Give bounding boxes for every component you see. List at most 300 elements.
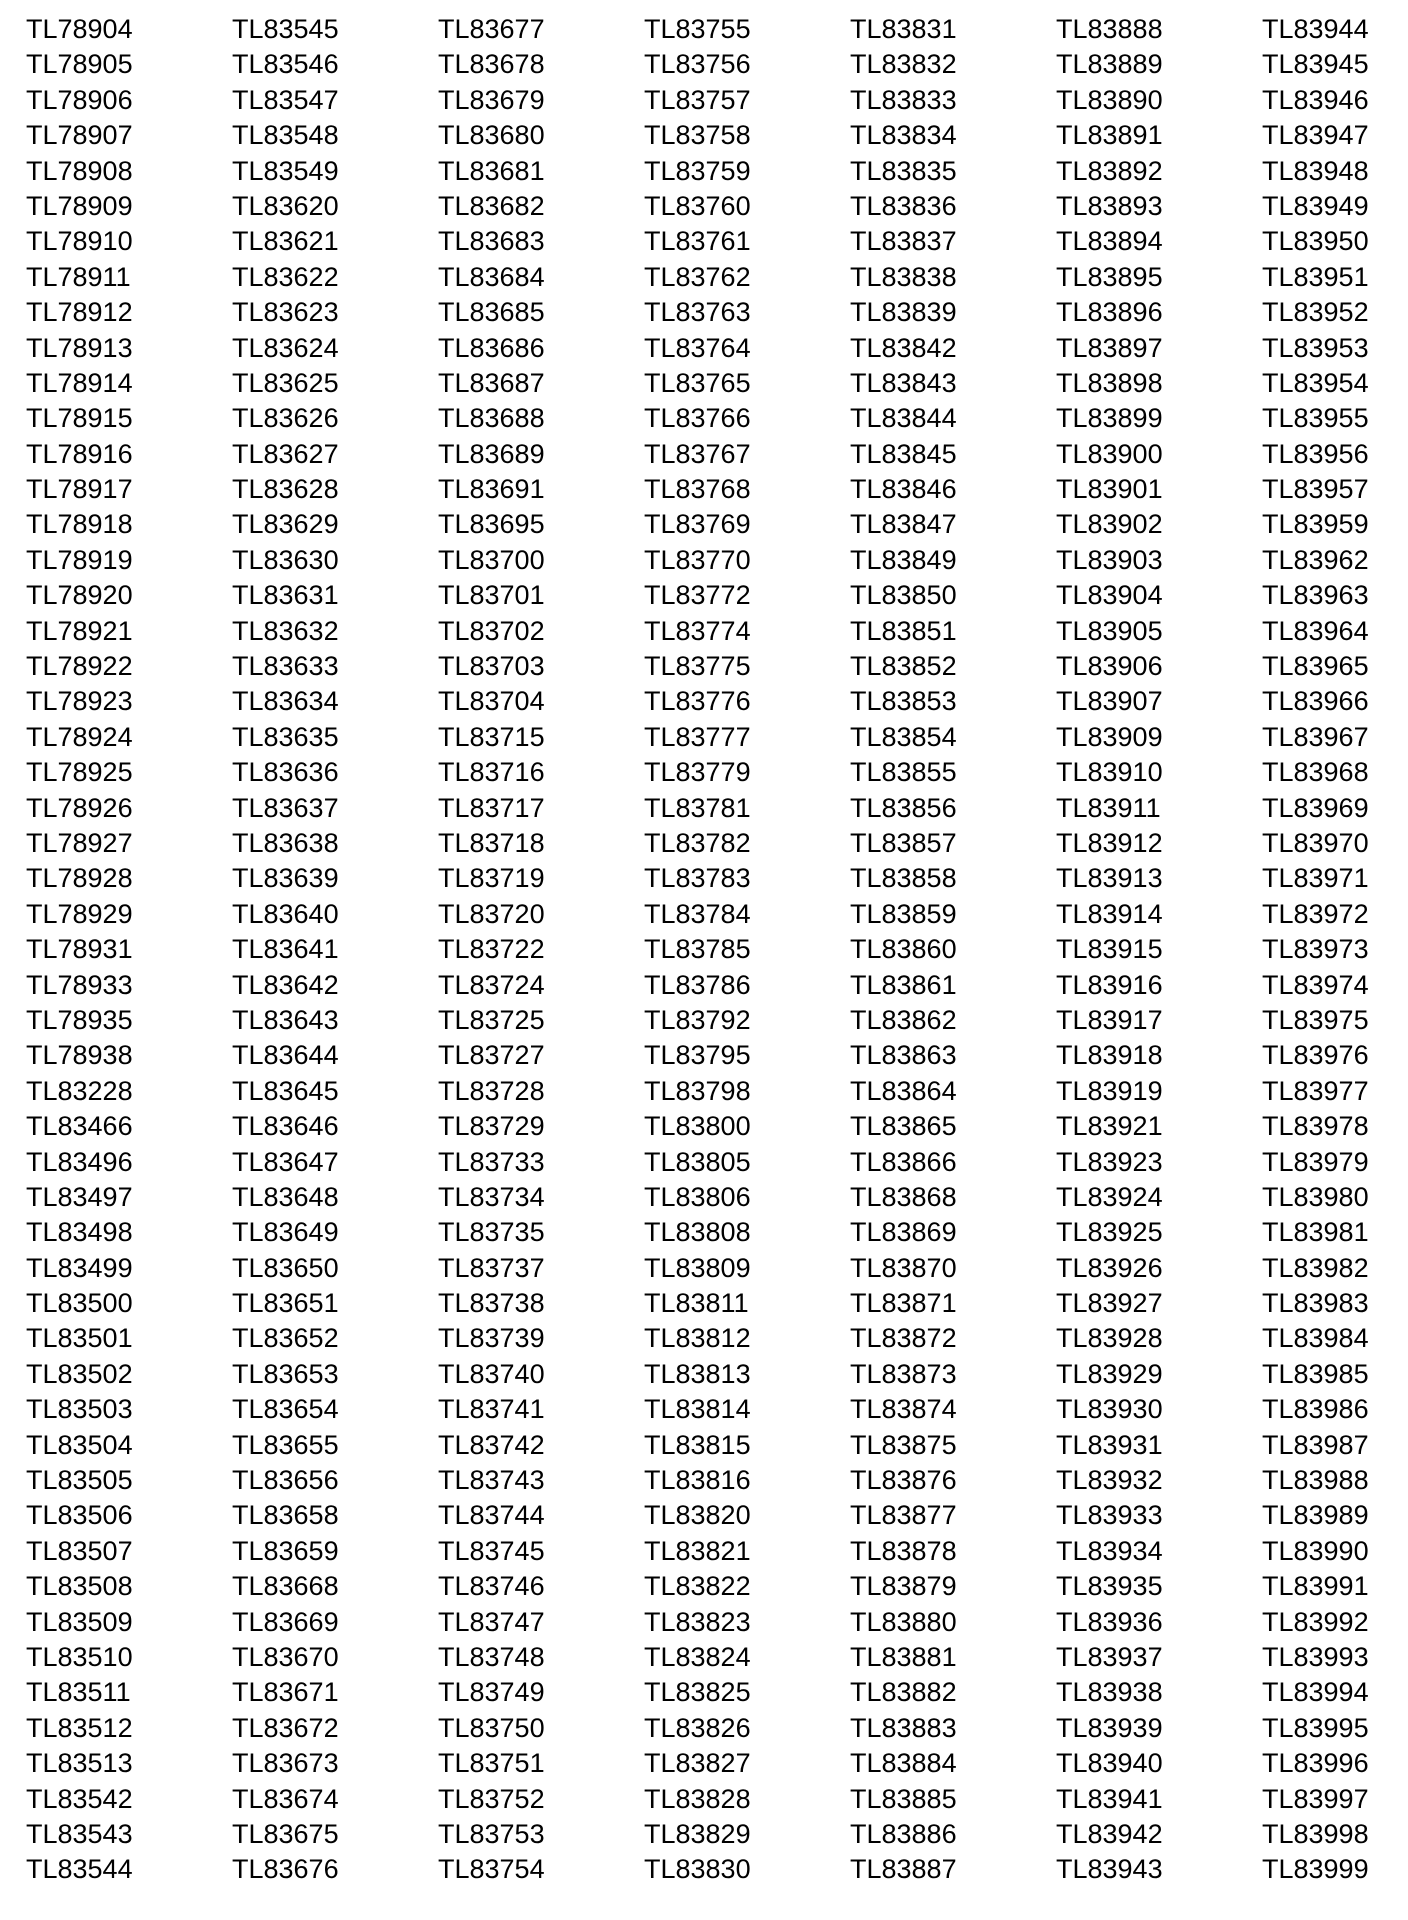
code-cell: TL83865 [850,1111,957,1142]
code-cell: TL83843 [850,367,957,398]
code-cell: TL78931 [26,934,133,965]
code-cell: TL83989 [1262,1500,1369,1531]
code-cell: TL83632 [232,615,339,646]
code-cell: TL83880 [850,1606,957,1637]
code-cell: TL83466 [26,1111,133,1142]
code-cell: TL83766 [644,403,751,434]
code-cell: TL83847 [850,509,957,540]
code-cell: TL83981 [1262,1217,1369,1248]
code-cell: TL83954 [1262,367,1369,398]
code-cell: TL83768 [644,474,751,505]
code-cell: TL83776 [644,686,751,717]
code-cell: TL83720 [438,898,545,929]
code-cell: TL83623 [232,297,339,328]
code-cell: TL83769 [644,509,751,540]
code-cell: TL83899 [1056,403,1163,434]
code-cell: TL83722 [438,934,545,965]
code-cell: TL83898 [1056,367,1163,398]
code-cell: TL78915 [26,403,133,434]
code-cell: TL83991 [1262,1571,1369,1602]
code-cell: TL83844 [850,403,957,434]
code-cell: TL83938 [1056,1677,1163,1708]
code-cell: TL83907 [1056,686,1163,717]
code-cell: TL83682 [438,190,545,221]
code-cell: TL83826 [644,1712,751,1743]
code-cell: TL78921 [26,615,133,646]
code-cell: TL78919 [26,544,133,575]
code-cell: TL83763 [644,297,751,328]
code-cell: TL83795 [644,1040,751,1071]
code-cell: TL83739 [438,1323,545,1354]
code-cell: TL83942 [1056,1818,1163,1849]
code-cell: TL83822 [644,1571,751,1602]
code-cell: TL83914 [1056,898,1163,929]
code-cell: TL83809 [644,1252,751,1283]
code-cell: TL83825 [644,1677,751,1708]
code-cell: TL83513 [26,1748,133,1779]
code-cell: TL83979 [1262,1146,1369,1177]
code-cell: TL78908 [26,155,133,186]
code-cell: TL78938 [26,1040,133,1071]
code-cell: TL83974 [1262,969,1369,1000]
code-cell: TL83887 [850,1854,957,1885]
code-cell: TL83733 [438,1146,545,1177]
code-cell: TL83993 [1262,1641,1369,1672]
code-cell: TL83950 [1262,226,1369,257]
code-cell: TL83918 [1056,1040,1163,1071]
code-cell: TL83909 [1056,721,1163,752]
code-cell: TL83916 [1056,969,1163,1000]
code-cell: TL83831 [850,14,957,44]
code-cell: TL83987 [1262,1429,1369,1460]
code-cell: TL83905 [1056,615,1163,646]
code-cell: TL83953 [1262,332,1369,363]
code-cell: TL83751 [438,1748,545,1779]
code-cell: TL83654 [232,1394,339,1425]
code-cell: TL83933 [1056,1500,1163,1531]
code-cell: TL83856 [850,792,957,823]
code-cell: TL83970 [1262,827,1369,858]
code-cell: TL83672 [232,1712,339,1743]
code-cell: TL78912 [26,297,133,328]
code-cell: TL83677 [438,14,545,44]
code-cell: TL78905 [26,49,133,80]
code-cell: TL83868 [850,1181,957,1212]
code-cell: TL83877 [850,1500,957,1531]
code-cell: TL83655 [232,1429,339,1460]
code-cell: TL83871 [850,1288,957,1319]
code-cell: TL83952 [1262,297,1369,328]
code-cell: TL83505 [26,1465,133,1496]
code-cell: TL83545 [232,14,339,44]
code-cell: TL83858 [850,863,957,894]
code-cell: TL83700 [438,544,545,575]
code-cell: TL78906 [26,84,133,115]
code-cell: TL83691 [438,474,545,505]
code-cell: TL78907 [26,120,133,151]
code-cell: TL83978 [1262,1111,1369,1142]
code-cell: TL83635 [232,721,339,752]
code-cell: TL83973 [1262,934,1369,965]
code-cell: TL83652 [232,1323,339,1354]
code-cell: TL83947 [1262,120,1369,151]
code-cell: TL83869 [850,1217,957,1248]
code-cell: TL78920 [26,580,133,611]
code-cell: TL83547 [232,84,339,115]
code-cell: TL83823 [644,1606,751,1637]
code-cell: TL83684 [438,261,545,292]
code-cell: TL83854 [850,721,957,752]
code-cell: TL83686 [438,332,545,363]
code-cell: TL83737 [438,1252,545,1283]
code-cell: TL83815 [644,1429,751,1460]
code-cell: TL83857 [850,827,957,858]
code-cell: TL83744 [438,1500,545,1531]
code-cell: TL83767 [644,438,751,469]
code-cell: TL83820 [644,1500,751,1531]
code-cell: TL83659 [232,1535,339,1566]
code-cell: TL83754 [438,1854,545,1885]
code-cell: TL83855 [850,757,957,788]
code-cell: TL83923 [1056,1146,1163,1177]
code-cell: TL83984 [1262,1323,1369,1354]
code-cell: TL83671 [232,1677,339,1708]
code-cell: TL83944 [1262,14,1369,44]
code-cell: TL83728 [438,1075,545,1106]
code-cell: TL83755 [644,14,751,44]
code-cell: TL78911 [26,261,131,292]
code-cell: TL83542 [26,1783,133,1814]
code-cell: TL83758 [644,120,751,151]
code-cell: TL83943 [1056,1854,1163,1885]
code-cell: TL78910 [26,226,133,257]
code-cell: TL83228 [26,1075,133,1106]
code-cell: TL83931 [1056,1429,1163,1460]
code-cell: TL83805 [644,1146,751,1177]
code-cell: TL83774 [644,615,751,646]
code-cell: TL83543 [26,1818,133,1849]
code-cell: TL83911 [1056,792,1161,823]
code-cell: TL83816 [644,1465,751,1496]
code-cell: TL83956 [1262,438,1369,469]
code-cell: TL83725 [438,1004,545,1035]
code-cell: TL83917 [1056,1004,1163,1035]
code-cell: TL83503 [26,1394,133,1425]
code-cell: TL83719 [438,863,545,894]
code-cell: TL83628 [232,474,339,505]
code-cell: TL83851 [850,615,957,646]
code-cell: TL83893 [1056,190,1163,221]
code-cell: TL83990 [1262,1535,1369,1566]
code-cell: TL83864 [850,1075,957,1106]
code-cell: TL78913 [26,332,133,363]
code-cell: TL83886 [850,1818,957,1849]
code-cell: TL83903 [1056,544,1163,575]
code-cell: TL83653 [232,1358,339,1389]
code-cell: TL83828 [644,1783,751,1814]
code-cell: TL83936 [1056,1606,1163,1637]
code-cell: TL83901 [1056,474,1163,505]
code-cell: TL78926 [26,792,133,823]
code-cell: TL83759 [644,155,751,186]
code-cell: TL83718 [438,827,545,858]
code-cell: TL83965 [1262,651,1369,682]
code-cell: TL83896 [1056,297,1163,328]
code-cell: TL83685 [438,297,545,328]
code-cell: TL78914 [26,367,133,398]
code-cell: TL83798 [644,1075,751,1106]
code-cell: TL78917 [26,474,133,505]
code-cell: TL83689 [438,438,545,469]
code-cell: TL83975 [1262,1004,1369,1035]
code-cell: TL83683 [438,226,545,257]
code-cell: TL83735 [438,1217,545,1248]
code-cell: TL83680 [438,120,545,151]
code-cell: TL83645 [232,1075,339,1106]
code-cell: TL83658 [232,1500,339,1531]
code-cell: TL83835 [850,155,957,186]
code-cell: TL83676 [232,1854,339,1885]
code-cell: TL83636 [232,757,339,788]
code-cell: TL83640 [232,898,339,929]
code-cell: TL83821 [644,1535,751,1566]
code-cell: TL83829 [644,1818,751,1849]
code-cell: TL83499 [26,1252,133,1283]
code-cell: TL83742 [438,1429,545,1460]
code-cell: TL83704 [438,686,545,717]
code-cell: TL83894 [1056,226,1163,257]
code-cell: TL83963 [1262,580,1369,611]
code-cell: TL83510 [26,1641,133,1672]
code-cell: TL83902 [1056,509,1163,540]
code-cell: TL83678 [438,49,545,80]
code-cell: TL83511 [26,1677,131,1708]
code-cell: TL83924 [1056,1181,1163,1212]
code-cell: TL83874 [850,1394,957,1425]
code-cell: TL83781 [644,792,751,823]
code-cell: TL83512 [26,1712,133,1743]
code-cell: TL83892 [1056,155,1163,186]
code-cell: TL83702 [438,615,545,646]
code-cell: TL78909 [26,190,133,221]
code-cell: TL83964 [1262,615,1369,646]
code-cell: TL83951 [1262,261,1369,292]
code-cell: TL83866 [850,1146,957,1177]
code-cell: TL83675 [232,1818,339,1849]
code-cell: TL83971 [1262,863,1369,894]
code-cell: TL83850 [850,580,957,611]
code-cell: TL83873 [850,1358,957,1389]
code-cell: TL83648 [232,1181,339,1212]
code-cell: TL83925 [1056,1217,1163,1248]
code-cell: TL83760 [644,190,751,221]
code-cell: TL83995 [1262,1712,1369,1743]
code-cell: TL83741 [438,1394,545,1425]
code-cell: TL83743 [438,1465,545,1496]
code-cell: TL83647 [232,1146,339,1177]
code-cell: TL78904 [26,14,133,44]
code-cell: TL83885 [850,1783,957,1814]
code-cell: TL83934 [1056,1535,1163,1566]
code-cell: TL83949 [1262,190,1369,221]
code-cell: TL83785 [644,934,751,965]
code-cell: TL83753 [438,1818,545,1849]
code-cell: TL83749 [438,1677,545,1708]
code-cell: TL83915 [1056,934,1163,965]
code-cell: TL83883 [850,1712,957,1743]
code-cell: TL83800 [644,1111,751,1142]
code-cell: TL83948 [1262,155,1369,186]
code-cell: TL83913 [1056,863,1163,894]
code-cell: TL83932 [1056,1465,1163,1496]
code-cell: TL83862 [850,1004,957,1035]
code-cell: TL83860 [850,934,957,965]
code-cell: TL83884 [850,1748,957,1779]
code-cell: TL83836 [850,190,957,221]
code-cell: TL83639 [232,863,339,894]
code-cell: TL83814 [644,1394,751,1425]
code-cell: TL83976 [1262,1040,1369,1071]
code-cell: TL83695 [438,509,545,540]
code-cell: TL78922 [26,651,133,682]
code-cell: TL83983 [1262,1288,1369,1319]
code-cell: TL83779 [644,757,751,788]
code-cell: TL83770 [644,544,751,575]
code-cell: TL83502 [26,1358,133,1389]
code-cell: TL83641 [232,934,339,965]
code-cell: TL83926 [1056,1252,1163,1283]
code-cell: TL83891 [1056,120,1163,151]
code-cell: TL83879 [850,1571,957,1602]
code-cell: TL83765 [644,367,751,398]
code-cell: TL83946 [1262,84,1369,115]
code-cell: TL83748 [438,1641,545,1672]
code-cell: TL83631 [232,580,339,611]
code-cell: TL83701 [438,580,545,611]
code-cell: TL83888 [1056,14,1163,44]
code-cell: TL83838 [850,261,957,292]
code-cell: TL83872 [850,1323,957,1354]
code-cell: TL83889 [1056,49,1163,80]
code-cell: TL83806 [644,1181,751,1212]
code-cell: TL83750 [438,1712,545,1743]
code-cell: TL83852 [850,651,957,682]
code-cell: TL83670 [232,1641,339,1672]
code-cell: TL83881 [850,1641,957,1672]
code-cell: TL83674 [232,1783,339,1814]
code-cell: TL83740 [438,1358,545,1389]
code-cell: TL78933 [26,969,133,1000]
code-cell: TL83703 [438,651,545,682]
code-cell: TL78918 [26,509,133,540]
code-cell: TL83656 [232,1465,339,1496]
code-cell: TL83997 [1262,1783,1369,1814]
code-cell: TL83875 [850,1429,957,1460]
code-cell: TL83637 [232,792,339,823]
code-cell: TL83624 [232,332,339,363]
code-cell: TL83998 [1262,1818,1369,1849]
code-cell: TL83500 [26,1288,133,1319]
code-cell: TL83724 [438,969,545,1000]
code-cell: TL83757 [644,84,751,115]
code-cell: TL83986 [1262,1394,1369,1425]
code-cell: TL83992 [1262,1606,1369,1637]
code-cell: TL83642 [232,969,339,1000]
code-cell: TL78925 [26,757,133,788]
code-cell: TL83861 [850,969,957,1000]
code-cell: TL83988 [1262,1465,1369,1496]
code-cell: TL83717 [438,792,545,823]
code-cell: TL83940 [1056,1748,1163,1779]
code-cell: TL83621 [232,226,339,257]
code-cell: TL78927 [26,827,133,858]
code-cell: TL83824 [644,1641,751,1672]
code-cell: TL83687 [438,367,545,398]
code-cell: TL83996 [1262,1748,1369,1779]
code-cell: TL83786 [644,969,751,1000]
code-cell: TL83756 [644,49,751,80]
code-cell: TL83729 [438,1111,545,1142]
code-cell: TL83999 [1262,1854,1369,1885]
code-cell: TL83945 [1262,49,1369,80]
code-cell: TL83634 [232,686,339,717]
code-cell: TL83846 [850,474,957,505]
code-cell: TL83775 [644,651,751,682]
code-cell: TL83827 [644,1748,751,1779]
code-cell: TL83649 [232,1217,339,1248]
code-cell: TL83498 [26,1217,133,1248]
code-cell: TL83906 [1056,651,1163,682]
code-cell: TL83549 [232,155,339,186]
code-cell: TL83622 [232,261,339,292]
code-cell: TL83752 [438,1783,545,1814]
code-cell: TL83764 [644,332,751,363]
code-cell: TL83638 [232,827,339,858]
code-cell: TL83853 [850,686,957,717]
code-cell: TL83897 [1056,332,1163,363]
code-cell: TL83792 [644,1004,751,1035]
code-cell: TL83546 [232,49,339,80]
code-cell: TL83882 [850,1677,957,1708]
code-cell: TL83977 [1262,1075,1369,1106]
code-cell: TL83688 [438,403,545,434]
code-cell: TL83812 [644,1323,751,1354]
code-cell: TL83994 [1262,1677,1369,1708]
code-cell: TL83980 [1262,1181,1369,1212]
code-cell: TL83927 [1056,1288,1163,1319]
code-cell: TL83845 [850,438,957,469]
code-cell: TL83727 [438,1040,545,1071]
code-cell: TL78924 [26,721,133,752]
code-cell: TL83904 [1056,580,1163,611]
code-cell: TL83919 [1056,1075,1163,1106]
code-cell: TL83761 [644,226,751,257]
code-cell: TL83957 [1262,474,1369,505]
code-cell: TL83832 [850,49,957,80]
code-cell: TL83745 [438,1535,545,1566]
code-cell: TL83929 [1056,1358,1163,1389]
code-cell: TL83507 [26,1535,133,1566]
code-cell: TL83496 [26,1146,133,1177]
code-cell: TL83939 [1056,1712,1163,1743]
code-cell: TL83747 [438,1606,545,1637]
code-cell: TL83506 [26,1500,133,1531]
code-list-table [26,12,1408,1888]
code-cell: TL83497 [26,1181,133,1212]
code-cell: TL83633 [232,651,339,682]
code-cell: TL83912 [1056,827,1163,858]
code-cell: TL83669 [232,1606,339,1637]
